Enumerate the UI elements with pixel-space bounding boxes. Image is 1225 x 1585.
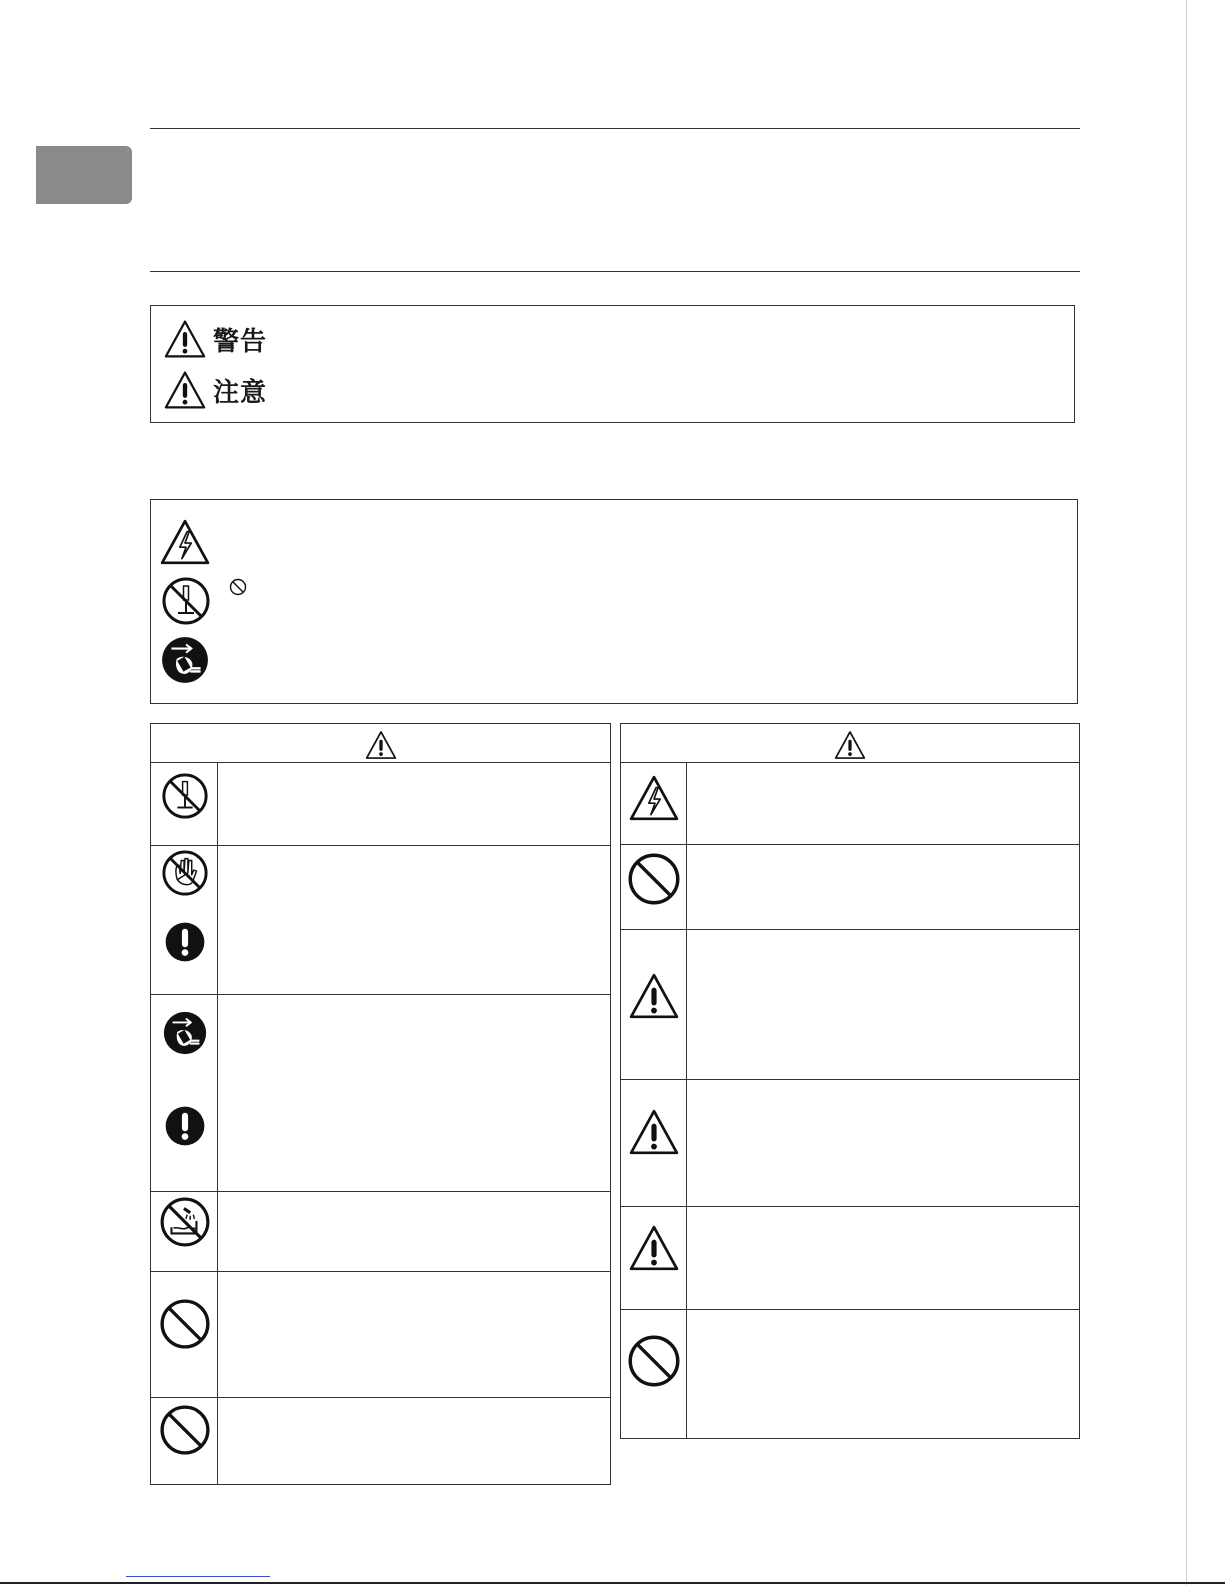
top-divider: [150, 128, 1080, 129]
page-bottom-line: [0, 1582, 1225, 1584]
page-edge-line: [1186, 0, 1187, 1585]
warning-triangle-icon: [833, 730, 867, 760]
caution-label: 注意: [213, 377, 268, 408]
caution-triangle-icon: [628, 1224, 680, 1272]
prohibition-mark: [229, 578, 247, 599]
prohibited-icon: [159, 1298, 211, 1350]
chapter-tab: [36, 146, 132, 204]
no-wet-use-icon: [159, 1196, 211, 1248]
unplug-power-icon: [161, 1009, 209, 1057]
prohibited-icon: [627, 852, 681, 906]
prohibited-icon: [159, 1404, 211, 1456]
warning-column: [150, 723, 611, 1485]
do-not-touch-icon: [161, 849, 209, 897]
electric-shock-warning-icon: [628, 774, 680, 822]
caution-triangle-icon: [628, 972, 680, 1020]
mandatory-action-icon: [163, 920, 207, 964]
legend-warning-row: [163, 319, 267, 359]
caution-triangle-icon: [163, 370, 207, 410]
unplug-power-icon: [159, 634, 211, 686]
mandatory-action-icon: [163, 1104, 207, 1148]
warning-triangle-icon: [364, 730, 398, 760]
electric-shock-warning-icon: [159, 518, 211, 566]
warning-label: 警告: [213, 326, 268, 357]
no-disassembly-icon: [161, 772, 209, 820]
caution-column-header: [621, 724, 1079, 763]
no-disassembly-icon: [161, 576, 211, 626]
section-divider: [150, 271, 1080, 272]
legend-caution-row: [163, 370, 267, 410]
signal-word-legend: [150, 305, 1075, 423]
caution-triangle-icon: [628, 1108, 680, 1156]
footer-link-underline[interactable]: [126, 1576, 270, 1577]
symbol-legend: [150, 499, 1078, 704]
warning-column-header: [151, 724, 610, 763]
warning-triangle-icon: [163, 319, 207, 359]
prohibited-icon: [627, 1334, 681, 1388]
caution-column: [620, 723, 1080, 1439]
